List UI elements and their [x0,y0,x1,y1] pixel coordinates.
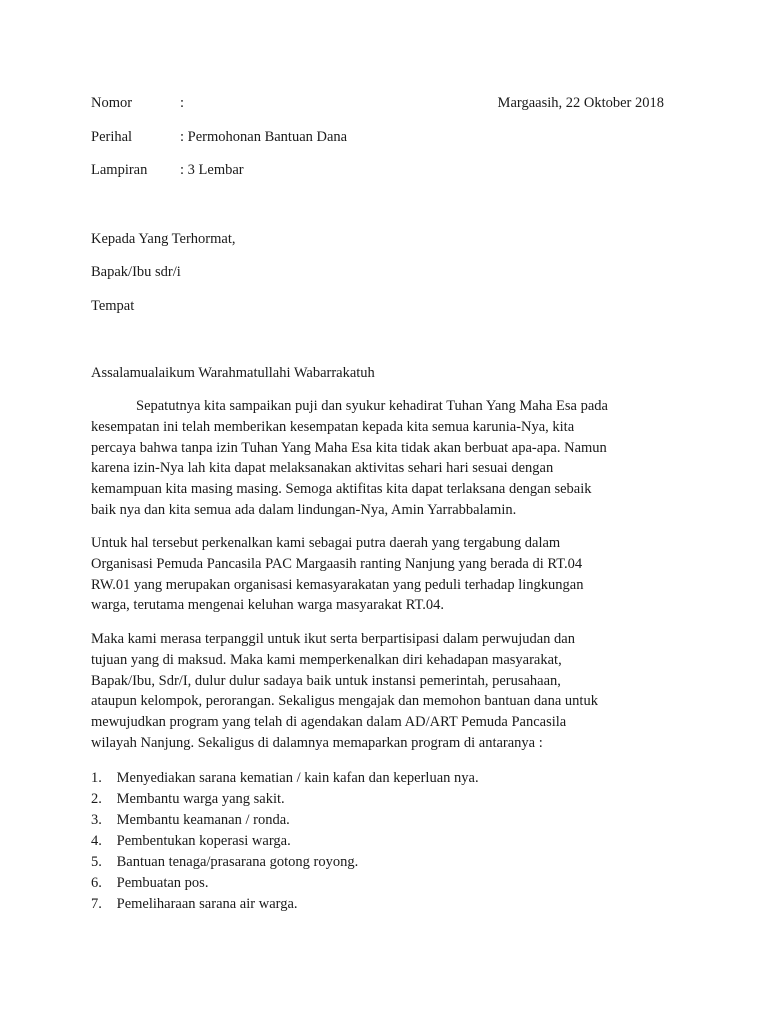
paragraph-line: Untuk hal tersebut perkenalkan kami sebagai putra daerah yang tergabung dalam [91,535,561,551]
paragraph-line: mewujudkan program yang telah di agendakan dalam AD/ART Pemuda Pancasila [91,714,567,731]
nomor-label: Nomor [91,95,133,111]
list-item [91,873,479,894]
paragraph-line: Maka kami merasa terpanggil untuk ikut serta berpartisipasi dalam perwujudan dan [91,631,575,647]
recipient-salutation: Kepada Yang Terhormat, [91,231,236,247]
paragraph-line: RW.01 yang merupakan organisasi kemasyarakatan yang peduli terhadap lingkungan [91,576,584,593]
list-item [91,789,479,810]
list-item-text: Pembuatan pos. [116,875,209,891]
paragraph-line: Organisasi Pemuda Pancasila PAC Margaasih ranting Nanjung yang berada di RT.04 [91,555,583,572]
program-list [91,768,479,915]
list-item [91,810,479,831]
list-item-number: 6. [91,875,102,891]
list-item-text: Pemeliharaan sarana air warga. [116,896,298,912]
perihal-value: : Permohonan Bantuan Dana [180,129,348,145]
perihal-label: Perihal [91,129,133,145]
nomor-value: : [180,95,185,111]
list-item-number: 5. [91,854,102,870]
list-item-number: 3. [91,812,102,828]
paragraph-line: Sepatutnya kita sampaikan puji dan syukur kehadirat Tuhan Yang Maha Esa pada [136,398,608,414]
list-item-text: Membantu keamanan / ronda. [116,812,290,828]
list-item [91,768,479,789]
list-item-text: Membantu warga yang sakit. [116,791,285,807]
lampiran-value: : 3 Lembar [180,162,244,178]
paragraph-line: baik nya dan kita semua ada dalam lindungan-Nya, Amin Yarrabbalamin. [91,501,517,518]
greeting: Assalamualaikum Warahmatullahi Wabarrakatuh [91,365,375,381]
list-item-number: 4. [91,833,102,849]
paragraph-introduction [91,533,671,616]
list-item-number: 1. [91,770,102,786]
list-item-number: 2. [91,791,102,807]
paragraph-line: kemampuan kita masing masing. Semoga aktifitas kita dapat terlaksana dengan sebaik [91,481,592,498]
letter-date: Margaasih, 22 Oktober 2018 [497,95,664,111]
paragraph-line: ataupun kelompok, perorangan. Sekaligus mengajak dan memohon bantuan dana untuk [91,693,598,710]
paragraph-line: warga, terutama mengenai keluhan warga masyarakat RT.04. [91,597,445,614]
paragraph-line: percaya bahwa tanpa izin Tuhan Yang Maha Esa kita tidak akan berbuat apa-apa. Namun [91,439,607,456]
paragraph-line: kesempatan ini telah memberikan kesempatan kepada kita semua karunia-Nya, kita [91,418,575,435]
paragraph-line: karena izin-Nya lah kita dapat melaksanakan aktivitas sehari hari sesuai dengan [91,460,554,477]
list-item [91,894,479,915]
paragraph-opening [91,396,671,521]
list-item-text: Menyediakan sarana kematian / kain kafan dan keperluan nya. [116,770,479,786]
paragraph-request [91,629,671,754]
list-item-number: 7. [91,896,102,912]
lampiran-label: Lampiran [91,162,148,178]
recipient-place: Tempat [91,298,135,314]
list-item [91,831,479,852]
paragraph-line: Bapak/Ibu, Sdr/I, dulur dulur sadaya baik untuk instansi pemerintah, perusahaan, [91,672,561,689]
list-item-text: Bantuan tenaga/prasarana gotong royong. [116,854,359,870]
recipient-name: Bapak/Ibu sdr/i [91,264,181,280]
list-item-text: Pembentukan koperasi warga. [116,833,291,849]
list-item [91,852,479,873]
paragraph-line: tujuan yang di maksud. Maka kami memperkenalkan diri kehadapan masyarakat, [91,651,562,668]
paragraph-line: wilayah Nanjung. Sekaligus di dalamnya memaparkan program di antaranya : [91,734,543,751]
